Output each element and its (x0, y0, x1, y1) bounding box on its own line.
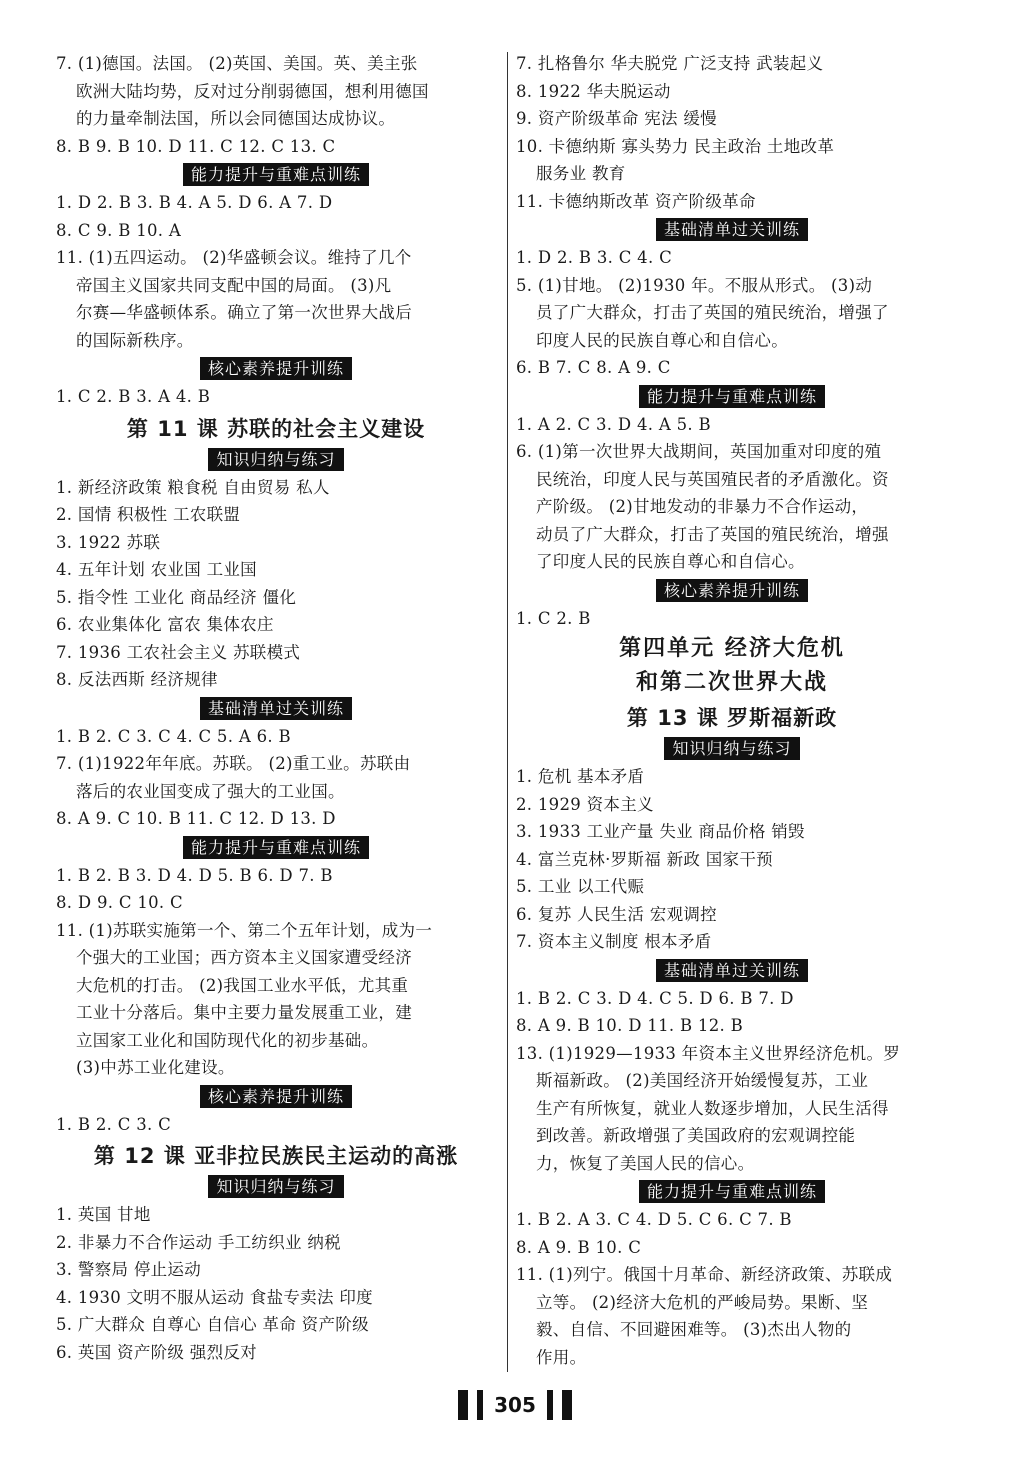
answer-line: 11. (1)列宁。俄国十月革命、新经济政策、苏联成 (516, 1265, 893, 1284)
section-heading-label: 知识归纳与练习 (664, 737, 799, 760)
section-heading-label: 能力提升与重难点训练 (183, 836, 369, 859)
answer-line: 11. (1)五四运动。 (2)华盛顿会议。维持了几个 (56, 248, 412, 267)
answer-line: 2. 1929 资本主义 (516, 794, 654, 814)
answer-line: 毅、自信、不回避困难等。 (3)杰出人物的 (536, 1320, 852, 1339)
answer-line: 10. 卡德纳斯 寡头势力 民主政治 土地改革 (516, 136, 835, 156)
answer-line: 4. 富兰克林·罗斯福 新政 国家干预 (516, 849, 773, 869)
footer-bar-left-2 (477, 1390, 483, 1420)
answer-line: 13. (1)1929—1933 年资本主义世界经济危机。罗 (516, 1043, 901, 1063)
answer-line: 1. B 2. C 3. C (56, 1114, 172, 1134)
answer-line: 1. C 2. B (516, 608, 591, 628)
answer-line: 1. D 2. B 3. B 4. A 5. D 6. A 7. D (56, 193, 333, 212)
section-heading (56, 448, 496, 472)
section-heading-label: 能力提升与重难点训练 (639, 385, 825, 408)
answer-line: 力，恢复了美国人民的信心。 (536, 1153, 755, 1173)
section-heading-label: 基础清单过关训练 (200, 697, 352, 720)
answer-line: 3. 1933 工业产量 失业 商品价格 销毁 (516, 822, 805, 841)
unit-title: 和第二次世界大战 (635, 670, 828, 695)
answer-line: 6. 农业集体化 富农 集体农庄 (56, 615, 274, 634)
answer-line: 员了广大群众，打击了英国的殖民统治，增强了 (536, 303, 889, 322)
answer-line: 6. B 7. C 8. A 9. C (516, 358, 671, 377)
answer-line: 7. (1)德国。法国。 (2)英国、美国。英、美主张 (56, 54, 418, 73)
answer-line: 8. B 9. B 10. D 11. C 12. C 13. C (56, 136, 336, 156)
answer-line: 了印度人民的民族自尊心和自信心。 (536, 552, 805, 571)
section-heading (516, 1180, 948, 1204)
answer-line: 1. 危机 基本矛盾 (516, 767, 645, 786)
section-heading (516, 579, 948, 603)
section-heading-label: 基础清单过关训练 (656, 959, 808, 982)
section-heading (56, 697, 496, 721)
page-footer (0, 1390, 1030, 1420)
right-column (516, 50, 948, 1371)
answer-line: 的力量牵制法国，所以会同德国达成协议。 (76, 109, 396, 128)
answer-line: 5. (1)甘地。 (2)1930 年。不服从形式。 (3)动 (516, 275, 873, 295)
answer-line: 1. 英国 甘地 (56, 1205, 151, 1224)
answer-line: 4. 1930 文明不服从运动 食盐专卖法 印度 (56, 1287, 373, 1307)
answer-line: 5. 指令性 工业化 商品经济 僵化 (56, 587, 297, 607)
section-heading (516, 218, 948, 242)
lesson-title: 第 12 课 亚非拉民族民主运动的高涨 (93, 1144, 459, 1168)
section-heading-label: 核心素养提升训练 (200, 1085, 352, 1108)
lesson-title: 第 13 课 罗斯福新政 (626, 706, 838, 730)
answer-line: 1. 新经济政策 粮食税 自由贸易 私人 (56, 477, 330, 497)
unit-title: 第四单元 经济大危机 (619, 636, 845, 661)
footer-bar-right-2 (547, 1390, 553, 1420)
section-heading-label: 知识归纳与练习 (208, 448, 343, 471)
answer-line: 7. (1)1922年年底。苏联。 (2)重工业。苏联由 (56, 754, 411, 773)
section-heading (56, 836, 496, 860)
section-heading-label: 核心素养提升训练 (200, 357, 352, 380)
answer-line: 落后的农业国变成了强大的工业国。 (76, 781, 345, 801)
answer-line: 11. (1)苏联实施第一个、第二个五年计划，成为一 (56, 920, 433, 940)
footer-bar-right (562, 1390, 572, 1420)
answer-line: 5. 广大群众 自尊心 自信心 革命 资产阶级 (56, 1315, 369, 1334)
answer-line: 11. 卡德纳斯改革 资产阶级革命 (516, 191, 756, 211)
answer-line: 4. 五年计划 农业国 工业国 (56, 560, 257, 579)
answer-line: 产阶级。 (2)甘地发动的非暴力不合作运动， (536, 497, 869, 516)
answer-line: 3. 警察局 停止运动 (56, 1260, 202, 1279)
section-heading-label: 能力提升与重难点训练 (639, 1180, 825, 1203)
answer-line: 8. A 9. B 10. D 11. B 12. B (516, 1016, 744, 1035)
answer-line: 个强大的工业国；西方资本主义国家遭受经济 (76, 948, 412, 967)
answer-line: 6. (1)第一次世界大战期间，英国加重对印度的殖 (516, 442, 882, 461)
answer-line: 8. A 9. B 10. C (516, 1237, 642, 1257)
answer-line: 3. 1922 苏联 (56, 532, 161, 552)
answer-line: 大危机的打击。 (2)我国工业水平低，尤其重 (76, 975, 409, 995)
answer-line: 1. D 2. B 3. C 4. C (516, 248, 672, 267)
answer-line: 立等。 (2)经济大危机的严峻局势。果断、坚 (536, 1292, 869, 1312)
section-heading (56, 1085, 496, 1109)
answer-line: 1. B 2. B 3. D 4. D 5. B 6. D 7. B (56, 865, 333, 885)
section-heading (56, 163, 496, 187)
left-column (56, 50, 496, 1366)
answer-line: 8. A 9. C 10. B 11. C 12. D 13. D (56, 809, 336, 828)
column-divider (507, 52, 508, 1372)
answer-line: (3)中苏工业化建设。 (76, 1058, 235, 1077)
answer-line: 1. B 2. C 3. C 4. C 5. A 6. B (56, 726, 291, 746)
answer-line: 民统治，印度人民与英国殖民者的矛盾激化。资 (536, 469, 889, 489)
answer-line: 印度人民的民族自尊心和自信心。 (536, 330, 788, 350)
section-heading-label: 能力提升与重难点训练 (183, 163, 369, 186)
answer-line: 帝国主义国家共同支配中国的局面。 (3)凡 (76, 275, 392, 295)
lesson-title: 第 11 课 苏联的社会主义建设 (126, 416, 426, 441)
answer-line: 立国家工业化和国防现代化的初步基础。 (76, 1030, 379, 1050)
section-heading (516, 385, 948, 409)
answer-line: 的国际新秩序。 (76, 330, 194, 350)
answer-line: 生产有所恢复，就业人数逐步增加，人民生活得 (536, 1098, 889, 1118)
answer-line: 动员了广大群众，打击了英国的殖民统治，增强 (536, 524, 889, 544)
answer-line: 6. 英国 资产阶级 强烈反对 (56, 1342, 257, 1362)
answer-line: 5. 工业 以工代赈 (516, 877, 645, 896)
answer-line: 2. 国情 积极性 工农联盟 (56, 505, 241, 524)
answer-line: 7. 1936 工农社会主义 苏联模式 (56, 642, 301, 662)
answer-line: 1. B 2. A 3. C 4. D 5. C 6. C 7. B (516, 1210, 792, 1229)
section-heading (516, 959, 948, 983)
section-heading (56, 1175, 496, 1199)
page-number: 305 (494, 1393, 536, 1417)
answer-line: 作用。 (536, 1347, 587, 1367)
answer-line: 9. 资产阶级革命 宪法 缓慢 (516, 109, 717, 128)
section-heading-label: 知识归纳与练习 (208, 1175, 343, 1198)
section-heading (516, 737, 948, 761)
answer-line: 欧洲大陆均势，反对过分削弱德国，想利用德国 (76, 81, 429, 101)
answer-line: 8. 反法西斯 经济规律 (56, 670, 218, 689)
answer-line: 服务业 教育 (536, 164, 626, 183)
answer-line: 1. A 2. C 3. D 4. A 5. B (516, 414, 711, 434)
answer-line: 6. 复苏 人民生活 宏观调控 (516, 904, 717, 924)
section-heading-label: 基础清单过关训练 (656, 218, 808, 241)
answer-line: 斯福新政。 (2)美国经济开始缓慢复苏，工业 (536, 1071, 869, 1090)
answer-line: 到改善。新政增强了美国政府的宏观调控能 (536, 1126, 856, 1145)
footer-bar-left (458, 1390, 468, 1420)
answer-line: 7. 扎格鲁尔 华夫脱党 广泛支持 武装起义 (516, 54, 824, 73)
answer-line: 7. 资本主义制度 根本矛盾 (516, 932, 712, 951)
section-heading (56, 357, 496, 381)
answer-line: 1. C 2. B 3. A 4. B (56, 387, 211, 406)
section-heading-label: 核心素养提升训练 (656, 579, 808, 602)
answer-line: 8. C 9. B 10. A (56, 220, 182, 240)
answer-line: 2. 非暴力不合作运动 手工纺织业 纳税 (56, 1232, 341, 1252)
answer-line: 尔赛—华盛顿体系。确立了第一次世界大战后 (76, 303, 412, 322)
answer-line: 8. 1922 华夫脱运动 (516, 81, 671, 101)
answer-line: 工业十分落后。集中主要力量发展重工业，建 (76, 1003, 412, 1022)
answer-line: 8. D 9. C 10. C (56, 893, 183, 912)
answer-line: 1. B 2. C 3. D 4. C 5. D 6. B 7. D (516, 988, 794, 1008)
